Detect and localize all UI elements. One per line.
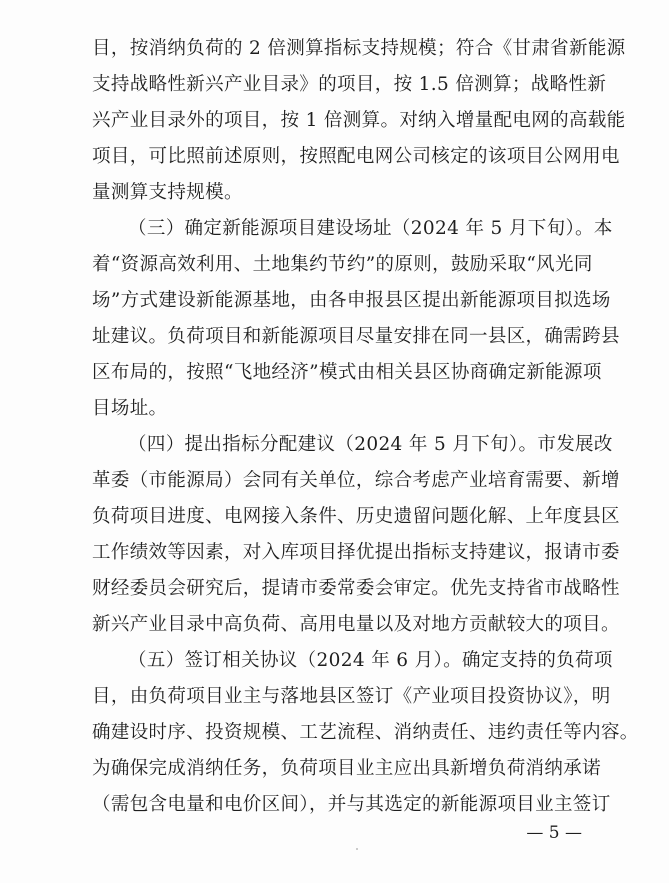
text-line: 为确保完成消纳任务，负荷项目业主应出具新增负荷消纳承诺 xyxy=(92,758,601,779)
text-line: 项目，可比照前述原则，按照配电网公司核定的该项目公网用电 xyxy=(92,146,620,167)
text-line: （需包含电量和电价区间），并与其选定的新能源项目业主签订 xyxy=(92,794,611,815)
section-heading-3: （三）确定新能源项目建设场址（2024 年 5 月下旬）。本 xyxy=(128,218,613,239)
text-line: 目，由负荷项目业主与落地县区签订《产业项目投资协议》，明 xyxy=(92,686,611,707)
text-line: 财经委员会研究后，提请市委常委会审定。优先支持省市战略性 xyxy=(92,578,620,599)
text-line: 目场址。 xyxy=(92,398,168,419)
text-line: 着“资源高效利用、土地集约节约”的原则，鼓励采取“风光同 xyxy=(92,254,593,275)
text-line: 区布局的，按照“飞地经济”模式由相关县区协商确定新能源项 xyxy=(92,362,602,383)
text-line: 支持战略性新兴产业目录》的项目，按 1.5 倍测算；战略性新 xyxy=(92,74,607,95)
text-line: 新兴产业目录中高负荷、高用电量以及对地方贡献较大的项目。 xyxy=(92,614,620,635)
text-line: 革委（市能源局）会同有关单位，综合考虑产业培育需要、新增 xyxy=(92,470,620,491)
scan-mark xyxy=(356,848,358,850)
section-heading-4: （四）提出指标分配建议（2024 年 5 月下旬）。市发展改 xyxy=(128,434,613,455)
text-line: 量测算支持规模。 xyxy=(92,182,243,203)
text-line: 兴产业目录外的项目，按 1 倍测算。对纳入增量配电网的高载能 xyxy=(92,110,626,131)
text-line: 负荷项目进度、电网接入条件、历史遗留问题化解、上年度县区 xyxy=(92,506,620,527)
section-heading-5: （五）签订相关协议（2024 年 6 月）。确定支持的负荷项 xyxy=(128,650,613,671)
text-line: 工作绩效等因素，对入库项目择优提出指标支持建议，报请市委 xyxy=(92,542,620,563)
text-line: 场”方式建设新能源基地，由各申报县区提出新能源项目拟选场 xyxy=(92,290,611,311)
text-line: 目，按消纳负荷的 2 倍测算指标支持规模；符合《甘肃省新能源 xyxy=(92,38,626,59)
text-line: 确建设时序、投资规模、工艺流程、消纳责任、违约责任等内容。 xyxy=(92,722,639,743)
page-number: — 5 — xyxy=(526,823,582,843)
text-line: 址建议。负荷项目和新能源项目尽量安排在同一县区，确需跨县 xyxy=(92,326,620,347)
